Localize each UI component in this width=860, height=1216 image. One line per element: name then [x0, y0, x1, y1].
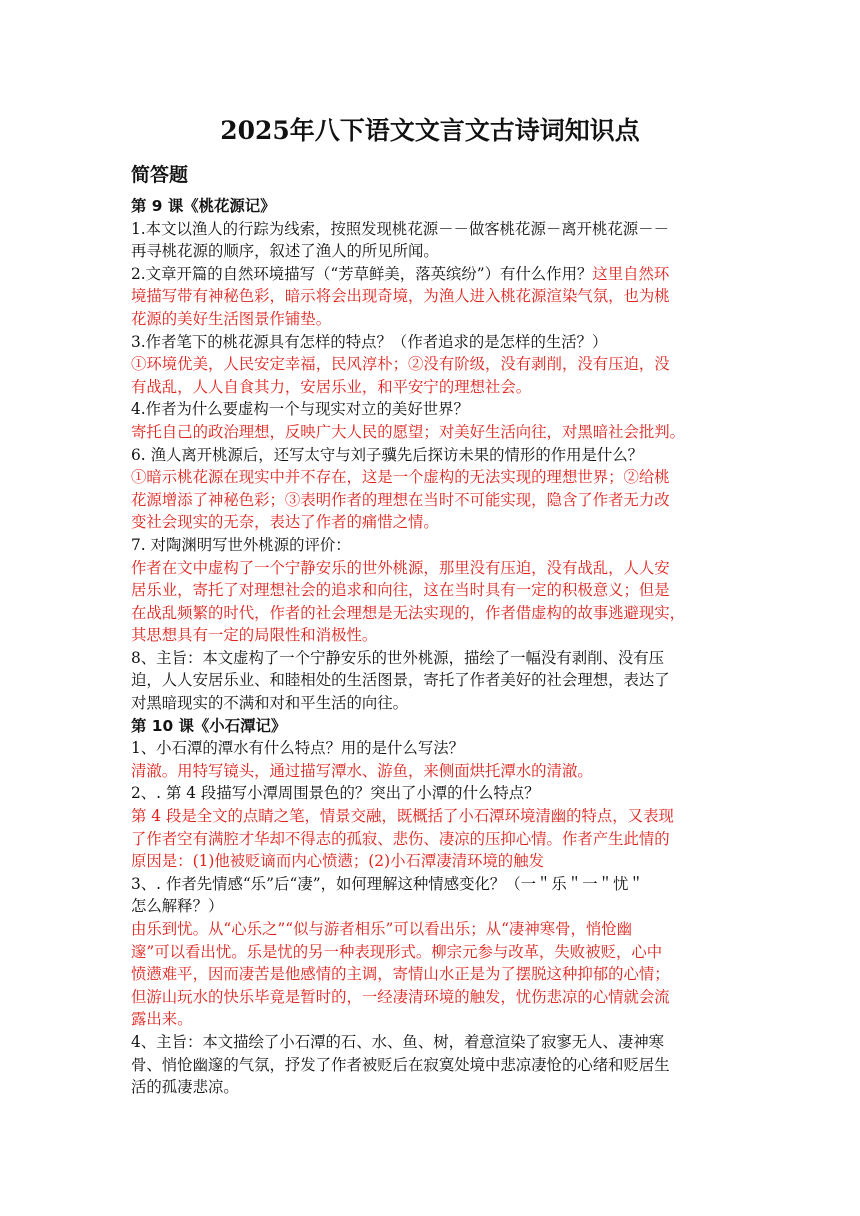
answer-line: 邃”可以看出忧。乐是忧的另一种表现形式。柳宗元参与改革，失败被贬，心中 [131, 942, 663, 961]
answer-text: 这里自然环 [592, 264, 670, 283]
question-line: 活的孤凄悲凉。 [131, 1078, 239, 1097]
question-line [131, 263, 731, 286]
answer-line: 作者在文中虚构了一个宁静安乐的世外桃源，那里没有压迫，没有战乱，人人安 [131, 558, 670, 577]
answer-line: 了作者空有满腔才华却不得志的孤寂、悲伤、凄凉的压抑心情。作者产生此情的 [131, 829, 670, 848]
section-heading: 简答题 [131, 164, 189, 186]
answer-line: 花源的美好生活图景作铺垫。 [131, 309, 332, 328]
question-line: 4、主旨：本文描绘了小石潭的石、水、鱼、树，着意渲染了寂寥无人、凄神寒 [131, 1032, 665, 1051]
answer-line: 愤懑难平，因而凄苦是他感情的主调，寄情山水正是为了摆脱这种抑郁的心情； [131, 965, 670, 984]
question-line: 3.作者笔下的桃花源具有怎样的特点？（作者追求的是怎样的生活？） [131, 332, 608, 351]
question-line: 8、主旨：本文虚构了一个宁静安乐的世外桃源，描绘了一幅没有剥削、没有压 [131, 648, 665, 667]
lesson-heading: 第 9 课《桃花源记》 [131, 197, 276, 215]
answer-line: 其思想具有一定的局限性和消极性。 [131, 626, 378, 645]
answer-line: 境描写带有神秘色彩，暗示将会出现奇境，为渔人进入桃花源渲染气氛，也为桃 [131, 287, 670, 306]
answer-line: ①暗示桃花源在现实中并不存在，这是一个虚构的无法实现的理想世界；②给桃 [131, 468, 670, 487]
question-line: 再寻桃花源的顺序，叙述了渔人的所见所闻。 [131, 242, 439, 261]
document-body [131, 195, 731, 1099]
answer-line: 清澈。用特写镜头，通过描写潭水、游鱼，来侧面烘托潭水的清澈。 [131, 761, 593, 780]
answer-line: 寄托自己的政治理想，反映广大人民的愿望；对美好生活向往，对黑暗社会批判。 [131, 422, 686, 441]
question-line: 骨、悄怆幽邃的气氛，抒发了作者被贬后在寂寞处境中悲凉凄怆的心绪和贬居生 [131, 1055, 670, 1074]
question-line: 7. 对陶渊明写世外桃源的评价： [131, 535, 351, 554]
answer-line: 变社会现实的无奈，表达了作者的痛惜之情。 [131, 513, 439, 532]
answer-line: 但游山玩水的快乐毕竟是暂时的，一经凄清环境的触发，忧伤悲凉的心情就会流 [131, 987, 670, 1006]
document-title: 2025年八下语文文言文古诗词知识点 [220, 116, 640, 145]
answer-line: 居乐业，寄托了对理想社会的追求和向往，这在当时具有一定的积极意义；但是 [131, 581, 670, 600]
answer-line: 露出来。 [131, 1010, 193, 1029]
question-line: 4.作者为什么要虚构一个与现实对立的美好世界？ [131, 400, 469, 419]
answer-line: 有战乱，人人自食其力，安居乐业，和平安宁的理想社会。 [131, 377, 532, 396]
question-text: 2.文章开篇的自然环境描写（“芳草鲜美，落英缤纷”）有什么作用？ [131, 264, 593, 283]
question-line: 迫，人人安居乐业、和睦相处的生活图景，寄托了作者美好的社会理想，表达了 [131, 671, 670, 690]
answer-line: 由乐到忧。从“心乐之”“似与游者相乐”可以看出乐；从“凄神寒骨，悄怆幽 [131, 920, 633, 938]
answer-line: ①环境优美，人民安定幸福，民风淳朴；②没有阶级，没有剥削，没有压迫，没 [131, 355, 670, 374]
answer-line: 在战乱频繁的时代，作者的社会理想是无法实现的，作者借虚构的故事逃避现实， [131, 603, 686, 622]
lesson-heading: 第 10 课《小石潭记》 [131, 716, 287, 735]
question-line: 怎么解释？） [131, 897, 224, 916]
answer-line: 原因是：(1)他被贬谪而内心愤懑；(2)小石潭凄清环境的触发 [131, 852, 544, 871]
answer-line: 花源增添了神秘色彩；③表明作者的理想在当时不可能实现，隐含了作者无力改 [131, 490, 670, 509]
question-line: 1、小石潭的潭水有什么特点？用的是什么写法？ [131, 739, 464, 758]
answer-line: 第 4 段是全文的点睛之笔，情景交融，既概括了小石潭环境清幽的特点，又表现 [131, 807, 674, 826]
question-line: 对黑暗现实的不满和对和平生活的向往。 [131, 694, 409, 713]
question-line: 1.本文以渔人的行踪为线索，按照发现桃花源－－做客桃花源－离开桃花源－－ [131, 219, 669, 238]
question-line: 3、. 作者先情感“乐”后“凄”，如何理解这种情感变化？（一＂乐＂一＂忧＂ [131, 874, 644, 893]
question-line: 6. 渔人离开桃源后，还写太守与刘子骥先后探访未果的情形的作用是什么？ [131, 445, 644, 464]
question-line: 2、. 第 4 段描写小潭周围景色的？突出了小潭的什么特点？ [131, 784, 540, 803]
